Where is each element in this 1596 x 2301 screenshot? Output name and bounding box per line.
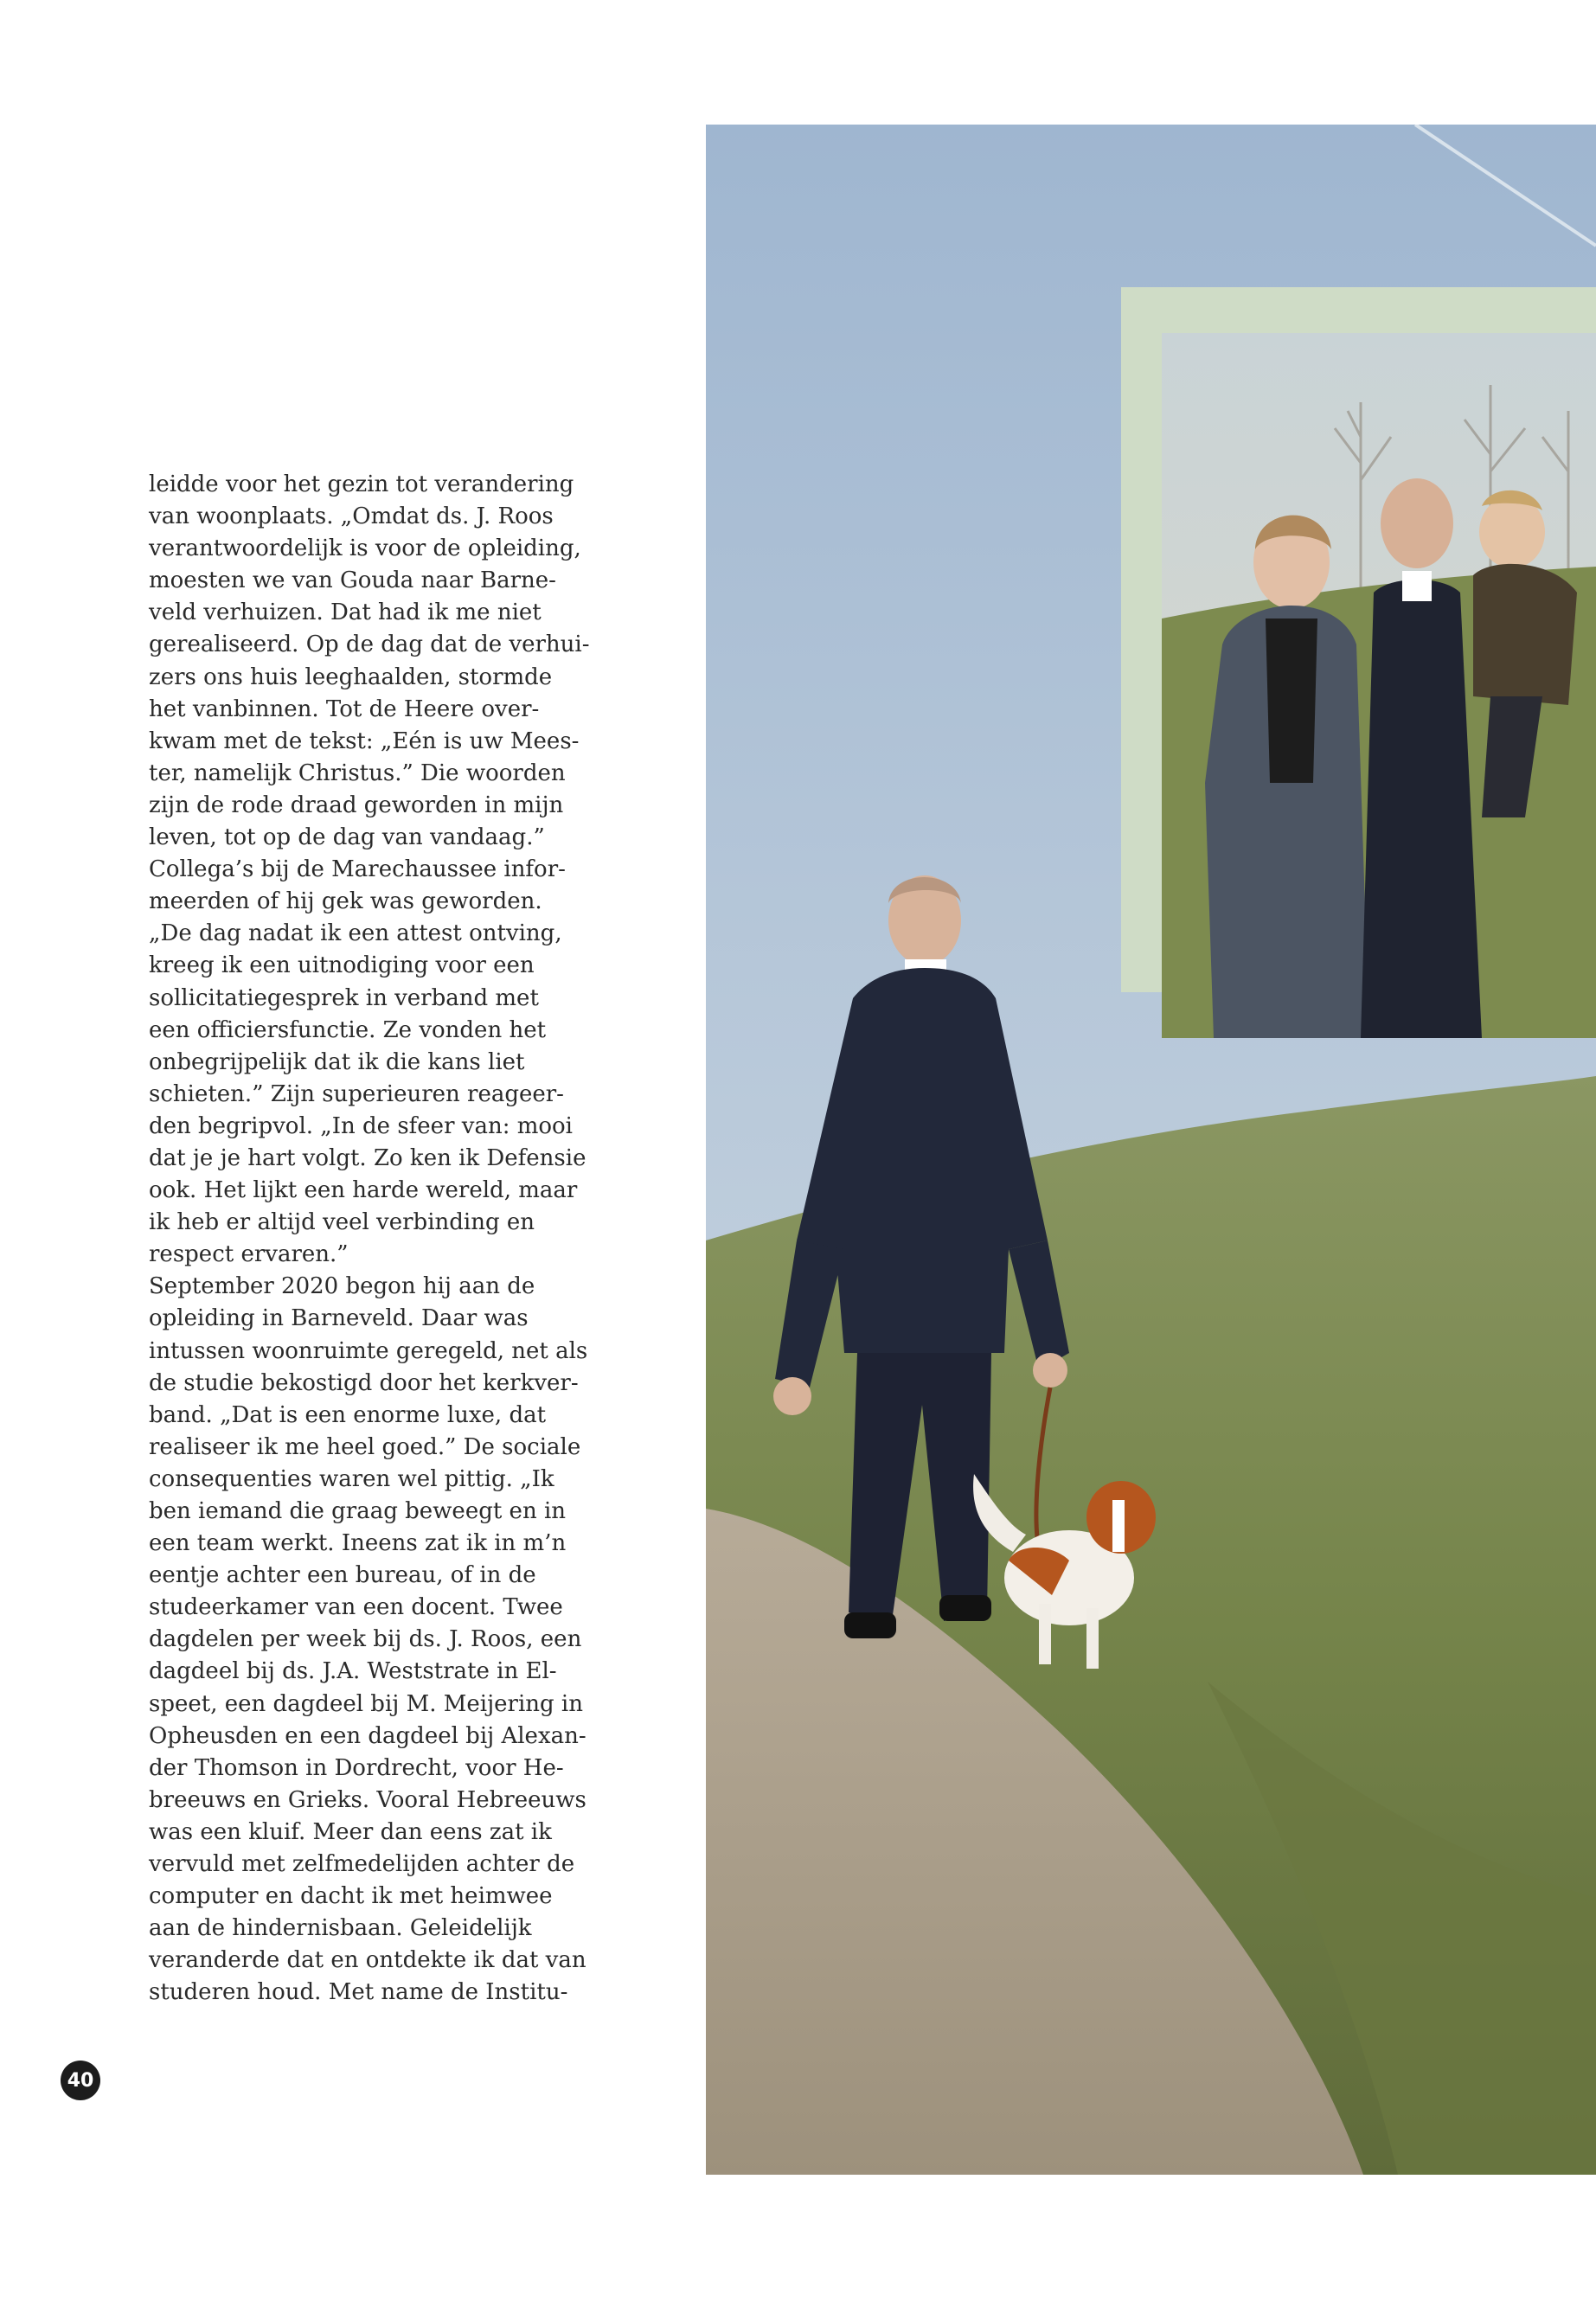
article-line: veranderde dat en ontdekte ik dat van bbox=[149, 1947, 586, 1974]
article-line: leven, tot op de dag van vandaag.” bbox=[149, 824, 545, 851]
article-body bbox=[149, 469, 590, 2009]
article-line: studeerkamer van een docent. Twee bbox=[149, 1594, 563, 1621]
article-line: „De dag nadat ik een attest ontving, bbox=[149, 920, 562, 947]
article-line: September 2020 begon hij aan de bbox=[149, 1273, 535, 1300]
article-line: Opheusden en een dagdeel bij Alexan- bbox=[149, 1722, 586, 1749]
article-line: zers ons huis leeghaalden, stormde bbox=[149, 663, 553, 690]
article-line: consequenties waren wel pittig. „Ik bbox=[149, 1465, 554, 1492]
article-line: aan de hindernisbaan. Geleidelijk bbox=[149, 1915, 532, 1942]
article-line: ik heb er altijd veel verbinding en bbox=[149, 1209, 535, 1236]
article-line: vervuld met zelfmedelijden achter de bbox=[149, 1851, 575, 1878]
article-line: van woonplaats. „Omdat ds. J. Roos bbox=[149, 503, 554, 530]
article-line: kreeg ik een uitnodiging voor een bbox=[149, 952, 535, 979]
article-line: ter, namelijk Christus.” Die woorden bbox=[149, 760, 566, 786]
article-line: dat je je hart volgt. Zo ken ik Defensie bbox=[149, 1144, 586, 1171]
article-line: moesten we van Gouda naar Barne- bbox=[149, 567, 556, 594]
article-line: speet, een dagdeel bij M. Meijering in bbox=[149, 1690, 583, 1717]
article-line: intussen woonruimte geregeld, net als bbox=[149, 1337, 588, 1364]
article-line: leidde voor het gezin tot verandering bbox=[149, 471, 574, 497]
article-line: dagdelen per week bij ds. J. Roos, een bbox=[149, 1626, 582, 1653]
article-line: kwam met de tekst: „Eén is uw Mees- bbox=[149, 727, 580, 754]
article-line: sollicitatiegesprek in verband met bbox=[149, 984, 539, 1011]
article-line: realiseer ik me heel goed.” De sociale bbox=[149, 1433, 581, 1460]
article-line: ben iemand die graag beweegt en in bbox=[149, 1498, 567, 1524]
article-line: breeuws en Grieks. Vooral Hebreeuws bbox=[149, 1786, 586, 1813]
article-line: schieten.” Zijn superieuren reageer- bbox=[149, 1080, 564, 1107]
article-line: meerden of hij gek was geworden. bbox=[149, 888, 542, 915]
article-line: het vanbinnen. Tot de Heere over- bbox=[149, 695, 540, 722]
article-line: gerealiseerd. Op de dag dat de verhui- bbox=[149, 631, 590, 658]
article-line: een officiersfunctie. Ze vonden het bbox=[149, 1016, 547, 1043]
article-line: dagdeel bij ds. J.A. Weststrate in El- bbox=[149, 1658, 557, 1685]
article-line: computer en dacht ik met heimwee bbox=[149, 1883, 553, 1910]
article-line: ook. Het lijkt een harde wereld, maar bbox=[149, 1177, 578, 1204]
article-line: de studie bekostigd door het kerkver- bbox=[149, 1369, 579, 1396]
article-line: den begripvol. „In de sfeer van: mooi bbox=[149, 1112, 574, 1139]
article-line: zijn de rode draad geworden in mijn bbox=[149, 792, 564, 818]
article-line: band. „Dat is een enorme luxe, dat bbox=[149, 1401, 547, 1428]
article-line: eentje achter een bureau, of in de bbox=[149, 1562, 536, 1589]
article-line: een team werkt. Ineens zat ik in m’n bbox=[149, 1530, 567, 1557]
article-line: opleiding in Barneveld. Daar was bbox=[149, 1305, 529, 1332]
article-line: Collega’s bij de Marechaussee infor- bbox=[149, 856, 566, 883]
article-line: onbegrijpelijk dat ik die kans liet bbox=[149, 1048, 525, 1075]
page-number: 40 bbox=[61, 2061, 100, 2100]
article-line: studeren houd. Met name de Institu- bbox=[149, 1979, 568, 2006]
article-line: respect ervaren.” bbox=[149, 1241, 349, 1268]
inset-photo-family bbox=[1162, 333, 1596, 1038]
article-line: veld verhuizen. Dat had ik me niet bbox=[149, 599, 542, 626]
article-line: der Thomson in Dordrecht, voor He- bbox=[149, 1754, 564, 1781]
article-line: verantwoordelijk is voor de opleiding, bbox=[149, 535, 581, 562]
article-line: was een kluif. Meer dan eens zat ik bbox=[149, 1818, 552, 1845]
